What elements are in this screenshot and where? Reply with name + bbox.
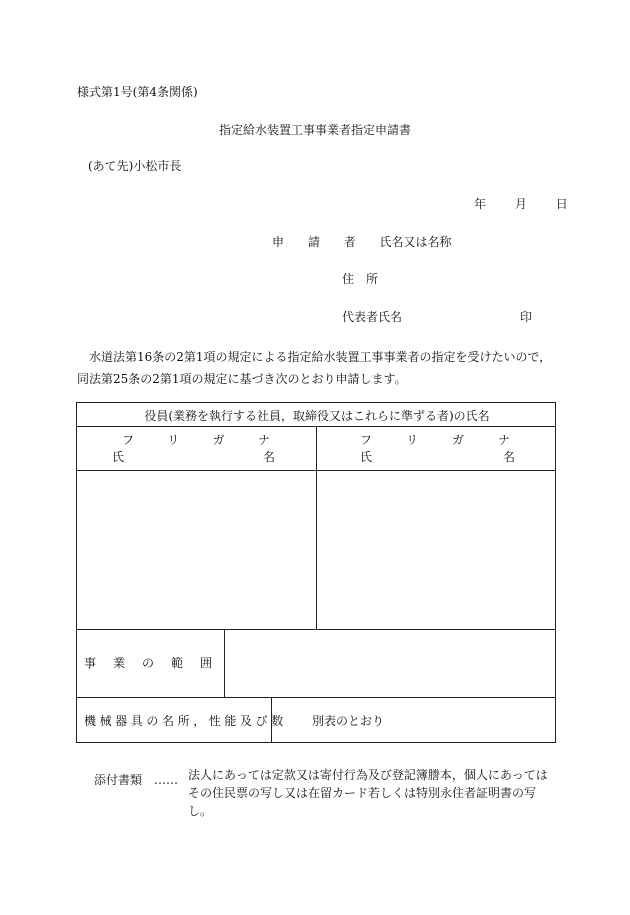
document-title: 指定給水装置工事事業者指定申請書 [218,123,411,137]
officers-header: 役員(業務を執行する社員，取締役又はこれらに準ずる者)の氏名 [144,409,490,423]
addressee: (あて先)小松市長 [88,159,182,173]
day-label: 日 [555,197,568,211]
date-line [474,198,568,210]
furigana-label-right: フ リ ガ ナ [360,433,510,447]
attachment-label: 添付書類 …… [94,773,179,787]
equipment-label: 機械器具の名所，性能及び数 [84,714,287,728]
year-label: 年 [474,197,487,211]
form-number: 様式第1号(第4条関係) [77,85,198,99]
row-divider [77,697,555,698]
column-divider [316,426,317,630]
applicant-address-label: 住 所 [342,272,379,286]
equipment-value: 別表のとおり [312,714,385,728]
name-label-left: 氏 名 [112,450,275,464]
representative-name-label: 代表者氏名 [342,310,403,324]
seal-mark: 印 [520,310,533,324]
month-label: 月 [514,197,527,211]
business-scope-label: 事業の範囲 [84,656,230,670]
applicant-char-2: 請 [307,235,320,249]
applicant-name-label: 氏名又は名称 [379,235,452,249]
attachment-description: 法人にあっては定款又は寄付行為及び登記簿謄本，個人にあってはその住民票の写し又は在留カード若しくは特別永住者証明書の写し。 [188,768,548,818]
applicant-line [272,236,452,248]
application-statement: 水道法第16条の2第1項の規定による指定給水装置工事事業者の指定を受けたいので，同法第25条の2第1項の規定に基づき次のとおり申請します。 [77,350,552,386]
furigana-label-left: フ リ ガ ナ [122,433,270,447]
applicant-char-1: 申 [272,235,285,249]
applicant-char-3: 者 [343,235,356,249]
name-label-right: 氏 名 [360,450,515,464]
application-table [76,402,556,743]
